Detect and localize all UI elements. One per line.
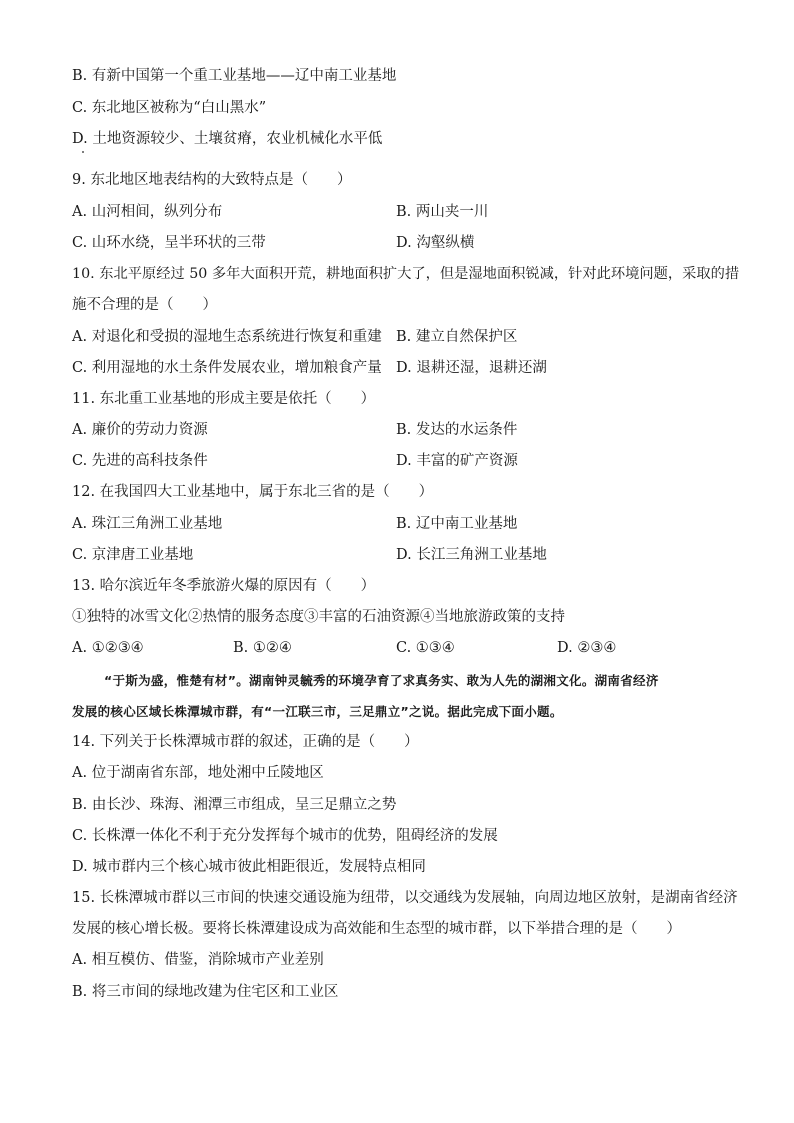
q11-option-a: A. 廉价的劳动力资源 <box>72 422 208 438</box>
q10-stem-line2: 施不合理的是（ ） <box>72 297 217 313</box>
q15-stem-line1: 15. 长株潭城市群以三市间的快速交通设施为纽带，以交通线为发展轴，向周边地区放射，是湖南省经济 <box>72 890 738 906</box>
q12-option-c: C. 京津唐工业基地 <box>72 547 194 563</box>
q14-option-c: C. 长株潭一体化不利于充分发挥每个城市的优势，阻碍经济的发展 <box>72 828 498 844</box>
stray-dot <box>82 151 84 153</box>
q13-option-d: D. ②③④ <box>557 640 617 656</box>
passage-line1: “于斯为盛，惟楚有材”。湖南钟灵毓秀的环境孕育了求真务实、敢为人先的湖湘文化。湖南省经济 <box>104 673 659 688</box>
q14-option-a: A. 位于湖南省东部，地处湘中丘陵地区 <box>72 765 324 781</box>
q9-option-b: B. 两山夹一川 <box>396 204 489 220</box>
q9-option-d: D. 沟壑纵横 <box>396 235 475 251</box>
q12-stem: 12. 在我国四大工业基地中，属于东北三省的是（ ） <box>72 484 434 500</box>
q10-option-c: C. 利用湿地的水土条件发展农业，增加粮食产量 <box>72 360 382 376</box>
q8-option-c: C. 东北地区被称为“白山黑水” <box>72 100 267 116</box>
q15-option-a: A. 相互模仿、借鉴，消除城市产业差别 <box>72 952 324 968</box>
q13-option-b: B. ①②④ <box>233 640 292 656</box>
q14-option-b: B. 由长沙、珠海、湘潭三市组成，呈三足鼎立之势 <box>72 797 397 813</box>
q15-option-b: B. 将三市间的绿地改建为住宅区和工业区 <box>72 984 339 1000</box>
q14-stem: 14. 下列关于长株潭城市群的叙述，正确的是（ ） <box>72 734 419 750</box>
q14-option-d: D. 城市群内三个核心城市彼此相距很近，发展特点相同 <box>72 859 426 875</box>
q11-stem: 11. 东北重工业基地的形成主要是依托（ ） <box>72 391 376 407</box>
q8-option-d: D. 土地资源较少、土壤贫瘠，农业机械化水平低 <box>72 131 383 147</box>
q12-option-a: A. 珠江三角洲工业基地 <box>72 516 223 532</box>
q10-option-d: D. 退耕还湿，退耕还湖 <box>396 360 547 376</box>
q10-stem-line1: 10. 东北平原经过 50 多年大面积开荒，耕地面积扩大了，但是湿地面积锐减，针对此环境问题，采取的措 <box>72 266 740 282</box>
q12-option-b: B. 辽中南工业基地 <box>396 516 518 532</box>
q13-option-c: C. ①③④ <box>396 640 455 656</box>
q9-stem: 9. 东北地区地表结构的大致特点是（ ） <box>72 172 352 188</box>
q9-option-c: C. 山环水绕，呈半环状的三带 <box>72 235 266 251</box>
q11-option-d: D. 丰富的矿产资源 <box>396 453 518 469</box>
q13-stem: 13. 哈尔滨近年冬季旅游火爆的原因有（ ） <box>72 578 376 594</box>
q9-option-a: A. 山河相间，纵列分布 <box>72 204 223 220</box>
q12-option-d: D. 长江三角洲工业基地 <box>396 547 547 563</box>
q13-items: ①独特的冰雪文化②热情的服务态度③丰富的石油资源④当地旅游政策的支持 <box>72 609 565 625</box>
q11-option-c: C. 先进的高科技条件 <box>72 453 208 469</box>
passage-line2: 发展的核心区域长株潭城市群，有“一江联三市，三足鼎立”之说。据此完成下面小题。 <box>72 704 563 719</box>
q10-option-a: A. 对退化和受损的湿地生态系统进行恢复和重建 <box>72 329 382 345</box>
q11-option-b: B. 发达的水运条件 <box>396 422 518 438</box>
q10-option-b: B. 建立自然保护区 <box>396 329 518 345</box>
q15-stem-line2: 发展的核心增长极。要将长株潭建设成为高效能和生态型的城市群，以下举措合理的是（ ） <box>72 921 681 937</box>
q8-option-b: B. 有新中国第一个重工业基地——辽中南工业基地 <box>72 68 397 84</box>
q13-option-a: A. ①②③④ <box>72 640 144 656</box>
